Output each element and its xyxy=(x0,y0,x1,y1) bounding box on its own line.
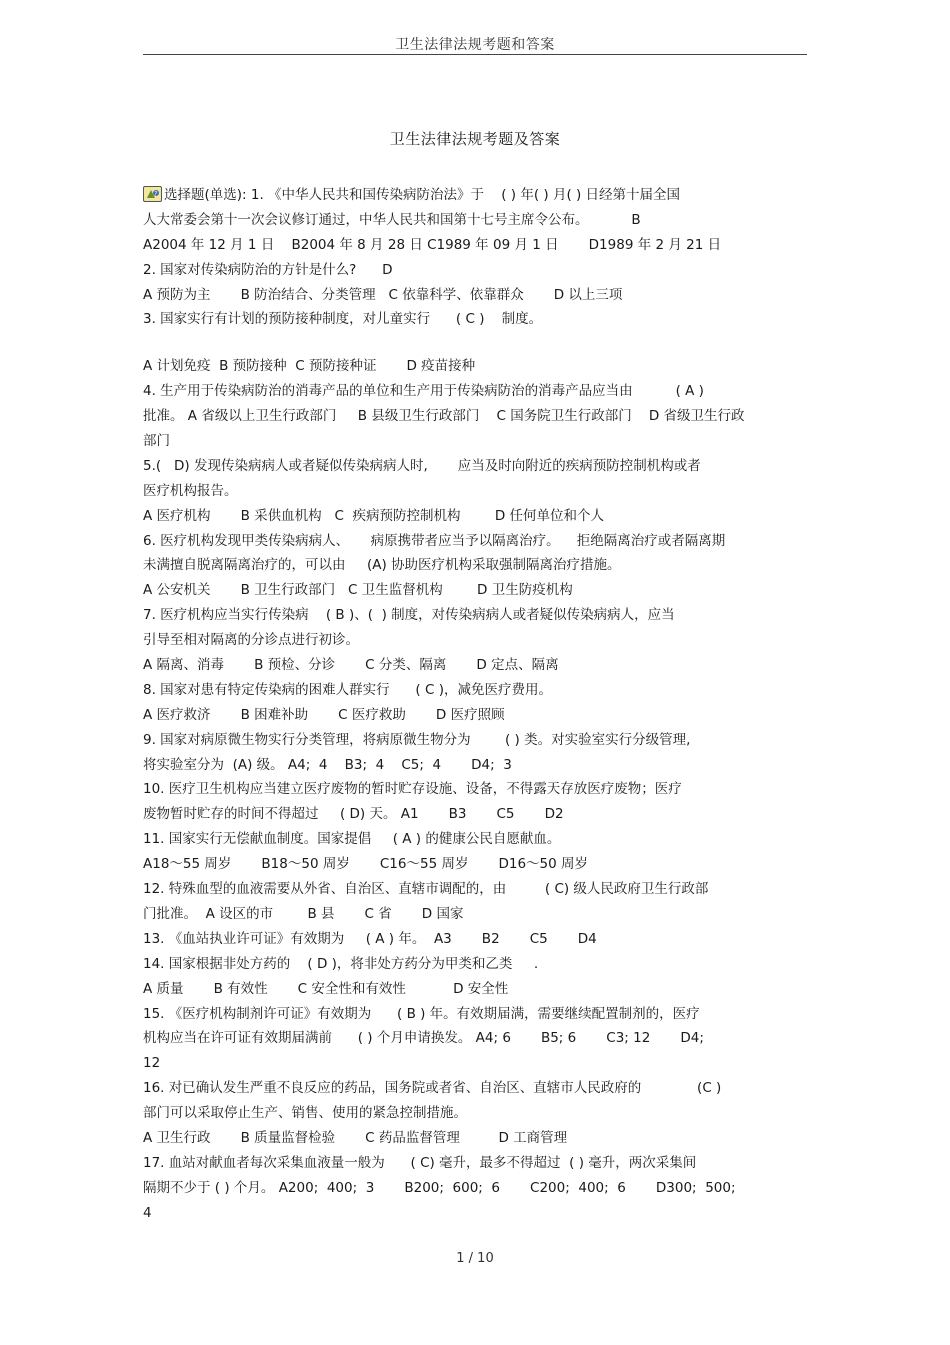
question-line: 将实验室分为 (A) 级。 A4; 4 B3; 4 C5; 4 D4; 3 xyxy=(143,756,512,773)
document-title: 卫生法律法规考题及答案 xyxy=(389,130,561,148)
question-line: 12 xyxy=(143,1055,161,1072)
question-line: A18～55 周岁 B18～50 周岁 C16～55 周岁 D16～50 周岁 xyxy=(143,856,589,873)
question-line: 14. 国家根据非处方药的 ( D )，将非处方药分为甲类和乙类 . xyxy=(143,955,539,972)
question-line: A 卫生行政 B 质量监督检验 C 药品监督管理 D 工商管理 xyxy=(143,1129,568,1146)
question-line: 批准。 A 省级以上卫生行政部门 B 县级卫生行政部门 C 国务院卫生行政部门 D 省级卫生行政 xyxy=(143,408,745,425)
question-line: A 质量 B 有效性 C 安全性和有效性 D 安全性 xyxy=(143,980,509,997)
question-line: 部门 xyxy=(143,433,170,450)
question-line: 引导至相对隔离的分诊点进行初诊。 xyxy=(143,632,359,649)
question-line: A 隔离、消毒 B 预检、分诊 C 分类、隔离 D 定点、隔离 xyxy=(143,657,559,674)
question-line: A 预防为主 B 防治结合、分类管理 C 依靠科学、依靠群众 D 以上三项 xyxy=(143,286,623,303)
question-line: A 公安机关 B 卫生行政部门 C 卫生监督机构 D 卫生防疫机构 xyxy=(143,582,573,599)
question-line: 机构应当在许可证有效期届满前 ( ) 个月申请换发。 A4; 6 B5; 6 C3; 12 D4; xyxy=(143,1030,704,1047)
question-line: A2004 年 12 月 1 日 B2004 年 8 月 28 日 C1989 年 09 月 1 日 D1989 年 2 月 21 日 xyxy=(143,236,722,253)
question-mark-icon xyxy=(143,186,162,202)
question-line: 3. 国家实行有计划的预防接种制度，对儿童实行 ( C ) 制度。 xyxy=(143,311,543,328)
question-line: 医疗机构报告。 xyxy=(143,482,238,499)
svg-text:?: ? xyxy=(154,190,158,198)
question-line: 10. 医疗卫生机构应当建立医疗废物的暂时贮存设施、设备，不得露天存放医疗废物；医疗 xyxy=(143,781,682,798)
question-line: A 医疗机构 B 采供血机构 C 疾病预防控制机构 D 任何单位和个人 xyxy=(143,507,605,524)
question-line: 11. 国家实行无偿献血制度。国家提倡 ( A ) 的健康公民自愿献血。 xyxy=(143,831,561,848)
question-line: 12. 特殊血型的血液需要从外省、自治区、直辖市调配的，由 ( C) 级人民政府卫生行政部 xyxy=(143,881,709,898)
header-rule xyxy=(143,54,807,55)
question-line: 门批准。 A 设区的市 B 县 C 省 D 国家 xyxy=(143,905,464,922)
question-line: 4 xyxy=(143,1204,152,1221)
question-line: 人大常委会第十一次会议修订通过，中华人民共和国第十七号主席令公布。 B xyxy=(143,211,641,228)
question-line: 2. 国家对传染病防治的方针是什么? D xyxy=(143,261,393,278)
question-line: 8. 国家对患有特定传染病的困难人群实行 ( C )，减免医疗费用。 xyxy=(143,681,552,698)
running-header: 卫生法律法规考题和答案 xyxy=(395,37,555,53)
question-line: 6. 医疗机构发现甲类传染病病人、 病原携带者应当予以隔离治疗。 拒绝隔离治疗或者隔离期 xyxy=(143,532,726,549)
question-line: 17. 血站对献血者每次采集血液量一般为 ( C) 毫升，最多不得超过 ( ) 毫升，两次采集间 xyxy=(143,1154,697,1171)
question-list xyxy=(143,183,807,1226)
question-line: 部门可以采取停止生产、销售、使用的紧急控制措施。 xyxy=(143,1105,467,1122)
blank-line xyxy=(143,332,807,354)
question-line: 未满擅自脱离隔离治疗的，可以由 (A) 协助医疗机构采取强制隔离治疗措施。 xyxy=(143,557,621,574)
question-line: A 医疗救济 B 困难补助 C 医疗救助 D 医疗照顾 xyxy=(143,706,505,723)
question-line: 5.( D) 发现传染病病人或者疑似传染病病人时, 应当及时向附近的疾病预防控制机构或者 xyxy=(143,457,701,474)
question-line: 9. 国家对病原微生物实行分类管理，将病原微生物分为 ( ) 类。对实验室实行分级管理, xyxy=(143,731,691,748)
question-line: 13. 《血站执业许可证》有效期为 ( A ) 年。 A3 B2 C5 D4 xyxy=(143,930,597,947)
question-line: 7. 医疗机构应当实行传染病 ( B )、( ) 制度，对传染病病人或者疑似传染病病人，应当 xyxy=(143,607,675,624)
question-line: 16. 对已确认发生严重不良反应的药品，国务院或者省、自治区、直辖市人民政府的 (C ) xyxy=(143,1080,722,1097)
question-line: 15. 《医疗机构制剂许可证》有效期为 ( B ) 年。有效期届满，需要继续配置制剂的，医疗 xyxy=(143,1005,700,1022)
question-line: 4. 生产用于传染病防治的消毒产品的单位和生产用于传染病防治的消毒产品应当由 ( A ) xyxy=(143,383,704,400)
question-line: A 计划免疫 B 预防接种 C 预防接种证 D 疫苗接种 xyxy=(143,358,476,375)
page-number: 1 / 10 xyxy=(456,1251,494,1266)
question-line: 废物暂时贮存的时间不得超过 ( D) 天。 A1 B3 C5 D2 xyxy=(143,806,564,823)
question-line: ? 选择题(单选): 1. 《中华人民共和国传染病防治法》于 ( ) 年( ) 月( ) 日经第十届全国 xyxy=(143,183,807,208)
question-line: 隔期不少于 ( ) 个月。 A200; 400; 3 B200; 600; 6 C200; 400; 6 D300; 500; xyxy=(143,1179,736,1196)
